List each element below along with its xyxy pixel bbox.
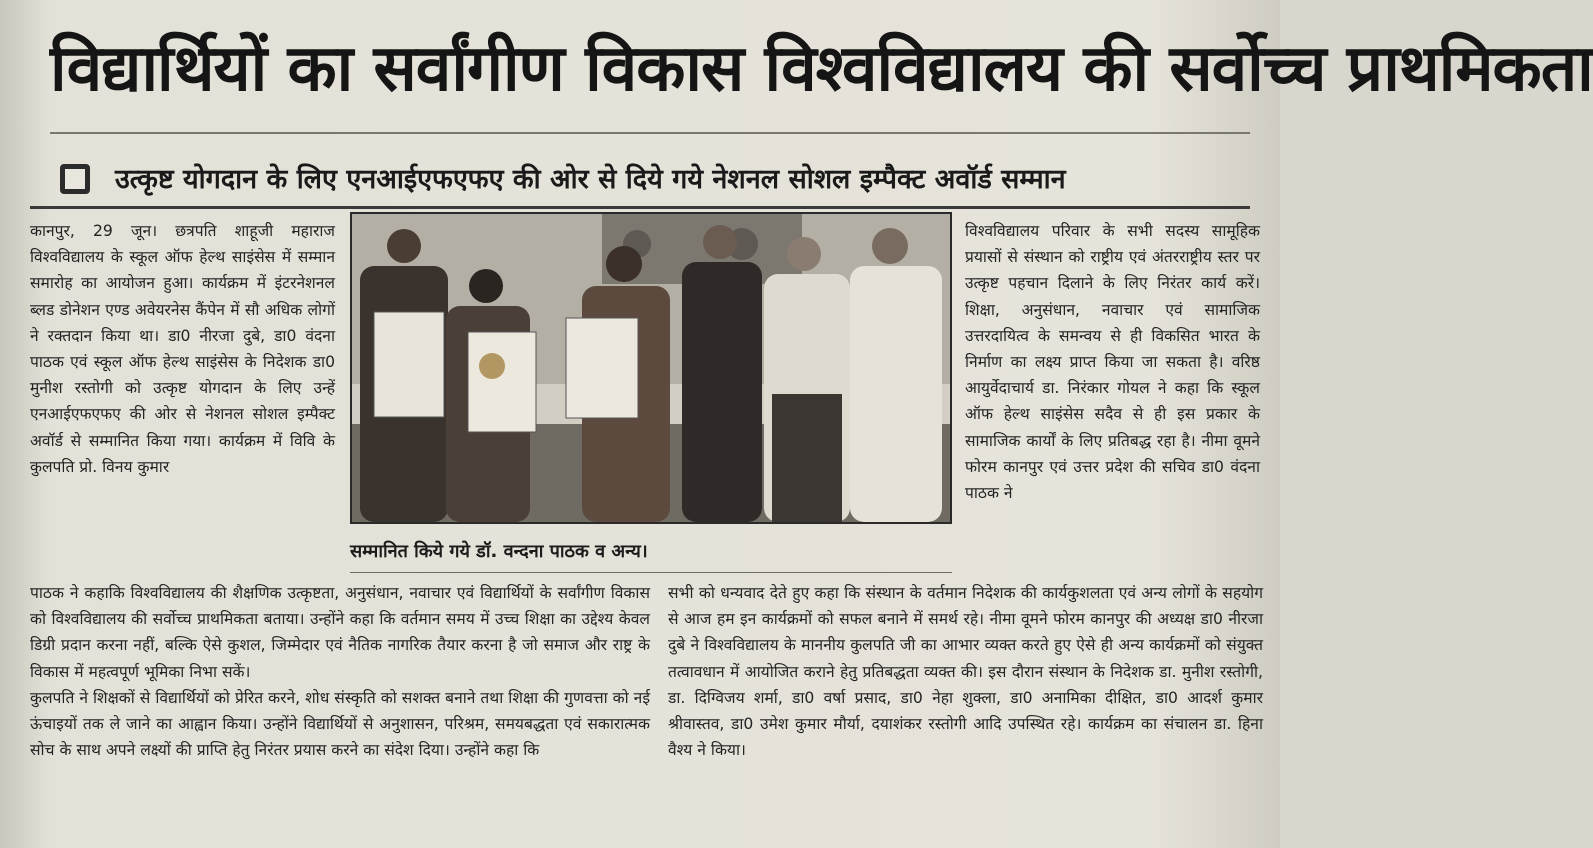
paragraph: विश्वविद्यालय परिवार के सभी सदस्य सामूहिक प्रयासों से संस्थान को राष्ट्रीय एवं अंतरराष्ट्रीय स्तर पर उत्कृष्ट पहचान दिलाने के लिए निरंतर कार्य करें। शिक्षा, अनुसंधान, नवाचार एवं सामाजिक उत्तरदायित्व के समन्वय से ही विकसित भारत के निर्माण का लक्ष्य प्राप्त किया जा सकता है। वरिष्ठ आयुर्वेदाचार्य डा. निरंकार गोयल ने कहा कि स्कूल ऑफ हेल्थ साइंसेस सदैव से ही इस प्रकार के सामाजिक कार्यों के लिए प्रतिबद्ध रहा है। नीमा वूमने फोरम कानपुर एवं उत्तर प्रदेश की सचिव डा0 वंदना पाठक ने xyxy=(965,222,1260,503)
paragraph: कुलपति ने शिक्षकों से विद्यार्थियों को प्रेरित करने, शोध संस्कृति को सशक्त बनाने तथा शिक्षा की गुणवत्ता को नई ऊंचाइयों तक ले जाने का आह्वान किया। उन्होंने विद्यार्थियों से अनुशासन, परिश्रम, समयबद्धता एवं सकारात्मक सोच के साथ अपने लक्ष्यों की प्राप्ति हेतु निरंतर प्रयास करने का संदेश दिया। उन्होंने कहा कि xyxy=(30,688,650,760)
subheadline-divider xyxy=(30,206,1250,209)
headline-divider xyxy=(50,132,1250,134)
paragraph: पाठक ने कहाकि विश्वविद्यालय की शैक्षणिक उत्कृष्टता, अनुसंधान, नवाचार एवं विद्यार्थियों के सर्वांगीण विकास को विश्वविद्यालय की सर्वोच्च प्राथमिकता बताया। उन्होंने कहा कि वर्तमान समय में उच्च शिक्षा का उद्देश्य केवल डिग्री प्रदान करना नहीं, बल्कि ऐसे कुशल, जिम्मेदार एवं नैतिक नागरिक तैयार करना है जो समाज और राष्ट्र के विकास में महत्वपूर्ण भूमिका निभा सकें। xyxy=(30,584,650,681)
paragraph: कानपुर, 29 जून। छत्रपति शाहूजी महाराज विश्वविद्यालय के स्कूल ऑफ हेल्थ साइंसेस में सम्मान समारोह का आयोजन हुआ। कार्यक्रम में इंटरनेशनल ब्लड डोनेशन एण्ड अवेयरनेस कैंपेन में सौ अधिक लोगों ने रक्तदान किया था। डा0 नीरजा दुबे, डा0 वंदना पाठक एवं स्कूल ऑफ हेल्थ साइंसेस के निदेशक डा0 मुनीश रस्तोगी को उत्कृष्ट योगदान के लिए उन्हें एनआईएफएफए की ओर से नेशनल सोशल इम्पैक्ट अवॉर्ड से सम्मानित किया गया। कार्यक्रम में विवि के कुलपति प्रो. विनय कुमार xyxy=(30,222,335,476)
headline: विद्यार्थियों का सर्वांगीण विकास विश्वविद्यालय की सर्वोच्च प्राथमिकता xyxy=(50,32,1593,106)
photo-caption: सम्मानित किये गये डॉ. वन्दना पाठक व अन्य। xyxy=(350,541,648,562)
event-photo xyxy=(350,212,952,524)
article-column-left-top xyxy=(30,218,335,588)
group-photo-illustration xyxy=(352,214,950,522)
checkbox-bullet-icon xyxy=(60,164,90,194)
article-column-left-bottom xyxy=(30,580,650,840)
paragraph: सभी को धन्यवाद देते हुए कहा कि संस्थान के वर्तमान निदेशक की कार्यकुशलता एवं अन्य लोगों के सहयोग से आज हम इन कार्यक्रमों को सफल बनाने में समर्थ रहे। नीमा वूमने फोरम कानपुर की अध्यक्ष डा0 नीरजा दुबे ने विश्वविद्यालय के माननीय कुलपति जी का आभार व्यक्त करते हुए ऐसे ही अन्य कार्यक्रमों को संयुक्त तत्वावधान में आयोजित कराने हेतु प्रतिबद्धता व्यक्त की। इस दौरान संस्थान के निदेशक डा. मुनीश रस्तोगी, डा. दिग्विजय शर्मा, डा0 वर्षा प्रसाद, डा0 नेहा शुक्ला, डा0 अनामिका दीक्षित, डा0 आदर्श कुमार श्रीवास्तव, डा0 उमेश कुमार मौर्या, दयाशंकर रस्तोगी आदि उपस्थित रहे। कार्यक्रम का संचालन डा. हिना वैश्य ने किया। xyxy=(668,584,1263,760)
caption-divider xyxy=(350,572,952,573)
subheadline: उत्कृष्ट योगदान के लिए एनआईएफएफए की ओर से दिये गये नेशनल सोशल इम्पैक्ट अवॉर्ड सम्मान xyxy=(115,164,1066,195)
article-column-right-top xyxy=(965,218,1260,588)
article-column-right-bottom xyxy=(668,580,1263,840)
